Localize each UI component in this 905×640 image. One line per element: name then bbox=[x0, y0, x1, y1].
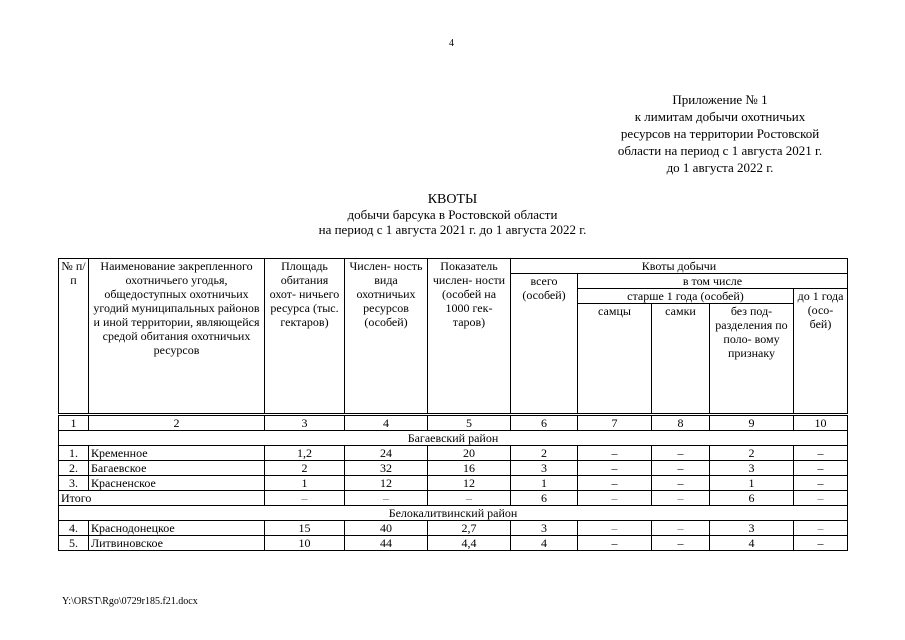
district-row bbox=[59, 431, 848, 446]
column-number: 4 bbox=[345, 415, 428, 431]
header-quotas: Квоты добычи bbox=[511, 259, 848, 274]
row-number: 4. bbox=[59, 521, 89, 536]
header-name: Наименование закрепленного охотничьего угодья, общедоступных охотничьих угодий муниципальных районов и иной территории, являющейся средой обитания охотничьих ресурсов bbox=[89, 259, 265, 415]
total-label: Итого bbox=[59, 491, 265, 506]
area-cell: 15 bbox=[265, 521, 345, 536]
header-including: в том числе bbox=[578, 274, 848, 289]
column-number: 9 bbox=[710, 415, 794, 431]
district-row bbox=[59, 506, 848, 521]
header-density: Показатель числен- ности (особей на 1000 гек- таров) bbox=[428, 259, 511, 415]
total-cell: 4 bbox=[511, 536, 578, 551]
total-cell: 3 bbox=[511, 521, 578, 536]
nosex-cell: 4 bbox=[710, 536, 794, 551]
header-females: самки bbox=[652, 304, 710, 415]
area-cell: 10 bbox=[265, 536, 345, 551]
population-cell: 24 bbox=[345, 446, 428, 461]
header-row bbox=[59, 259, 848, 274]
hunting-ground-name: Багаевское bbox=[89, 461, 265, 476]
header-nosex: без под- разделения по поло- вому признаку bbox=[710, 304, 794, 415]
males-cell: – bbox=[578, 446, 652, 461]
younger-cell: – bbox=[794, 491, 848, 506]
column-number: 10 bbox=[794, 415, 848, 431]
column-number: 7 bbox=[578, 415, 652, 431]
nosex-cell: 6 bbox=[710, 491, 794, 506]
header-population: Числен- ность вида охотничьих ресурсов (особей) bbox=[345, 259, 428, 415]
population-cell: 40 bbox=[345, 521, 428, 536]
row-number: 2. bbox=[59, 461, 89, 476]
population-cell: 12 bbox=[345, 476, 428, 491]
column-number: 1 bbox=[59, 415, 89, 431]
males-cell: – bbox=[578, 461, 652, 476]
table-row bbox=[59, 521, 848, 536]
appendix-line: области на период с 1 августа 2021 г. bbox=[617, 143, 823, 158]
header-total: всего (особей) bbox=[511, 274, 578, 415]
row-number: 5. bbox=[59, 536, 89, 551]
total-cell: 2 bbox=[511, 446, 578, 461]
population-cell: 32 bbox=[345, 461, 428, 476]
nosex-cell: 3 bbox=[710, 521, 794, 536]
header-males: самцы bbox=[578, 304, 652, 415]
younger-cell: – bbox=[794, 476, 848, 491]
males-cell: – bbox=[578, 536, 652, 551]
area-cell: 1 bbox=[265, 476, 345, 491]
density-cell: 2,7 bbox=[428, 521, 511, 536]
column-number: 3 bbox=[265, 415, 345, 431]
quota-table bbox=[58, 258, 848, 551]
document-subtitle-period: на период с 1 августа 2021 г. до 1 августа 2022 г. bbox=[318, 222, 587, 237]
total-cell: 6 bbox=[511, 491, 578, 506]
row-number: 1. bbox=[59, 446, 89, 461]
appendix-line: ресурсов на территории Ростовской bbox=[620, 126, 820, 141]
younger-cell: – bbox=[794, 536, 848, 551]
document-subtitle: добычи барсука в Ростовской области bbox=[347, 207, 558, 222]
males-cell: – bbox=[578, 521, 652, 536]
column-number-row bbox=[59, 415, 848, 431]
district-name: Белокалитвинский район bbox=[59, 506, 848, 521]
females-cell: – bbox=[652, 461, 710, 476]
area-cell: – bbox=[265, 491, 345, 506]
header-younger: до 1 года (осо- бей) bbox=[794, 289, 848, 415]
area-cell: 1,2 bbox=[265, 446, 345, 461]
males-cell: – bbox=[578, 476, 652, 491]
nosex-cell: 3 bbox=[710, 461, 794, 476]
younger-cell: – bbox=[794, 446, 848, 461]
appendix-line: Приложение № 1 bbox=[672, 92, 768, 107]
density-cell: 20 bbox=[428, 446, 511, 461]
females-cell: – bbox=[652, 521, 710, 536]
header-older: старше 1 года (особей) bbox=[578, 289, 794, 304]
document-heading bbox=[180, 192, 725, 237]
document-title: КВОТЫ bbox=[427, 192, 478, 207]
younger-cell: – bbox=[794, 461, 848, 476]
area-cell: 2 bbox=[265, 461, 345, 476]
column-number: 5 bbox=[428, 415, 511, 431]
appendix-line: до 1 августа 2022 г. bbox=[666, 160, 774, 175]
females-cell: – bbox=[652, 446, 710, 461]
table-row bbox=[59, 461, 848, 476]
page-number: 4 bbox=[449, 38, 454, 49]
males-cell: – bbox=[578, 491, 652, 506]
table-row bbox=[59, 536, 848, 551]
file-path-footer: Y:\ORST\Rgo\0729r185.f21.docx bbox=[62, 596, 198, 607]
density-cell: 4,4 bbox=[428, 536, 511, 551]
appendix-block bbox=[560, 91, 880, 176]
column-number: 8 bbox=[652, 415, 710, 431]
females-cell: – bbox=[652, 491, 710, 506]
younger-cell: – bbox=[794, 521, 848, 536]
population-cell: – bbox=[345, 491, 428, 506]
total-cell: 3 bbox=[511, 461, 578, 476]
females-cell: – bbox=[652, 536, 710, 551]
district-name: Багаевский район bbox=[59, 431, 848, 446]
hunting-ground-name: Краснодонецкое bbox=[89, 521, 265, 536]
density-cell: 16 bbox=[428, 461, 511, 476]
nosex-cell: 1 bbox=[710, 476, 794, 491]
hunting-ground-name: Литвиновское bbox=[89, 536, 265, 551]
column-number: 2 bbox=[89, 415, 265, 431]
nosex-cell: 2 bbox=[710, 446, 794, 461]
table-row bbox=[59, 446, 848, 461]
header-area: Площадь обитания охот- ничьего ресурса (тыс. гектаров) bbox=[265, 259, 345, 415]
hunting-ground-name: Кременное bbox=[89, 446, 265, 461]
density-cell: 12 bbox=[428, 476, 511, 491]
appendix-line: к лимитам добычи охотничьих bbox=[634, 109, 806, 124]
row-number: 3. bbox=[59, 476, 89, 491]
header-num: № п/п bbox=[59, 259, 89, 415]
hunting-ground-name: Красненское bbox=[89, 476, 265, 491]
column-number: 6 bbox=[511, 415, 578, 431]
population-cell: 44 bbox=[345, 536, 428, 551]
density-cell: – bbox=[428, 491, 511, 506]
table-row bbox=[59, 476, 848, 491]
total-cell: 1 bbox=[511, 476, 578, 491]
total-row bbox=[59, 491, 848, 506]
females-cell: – bbox=[652, 476, 710, 491]
